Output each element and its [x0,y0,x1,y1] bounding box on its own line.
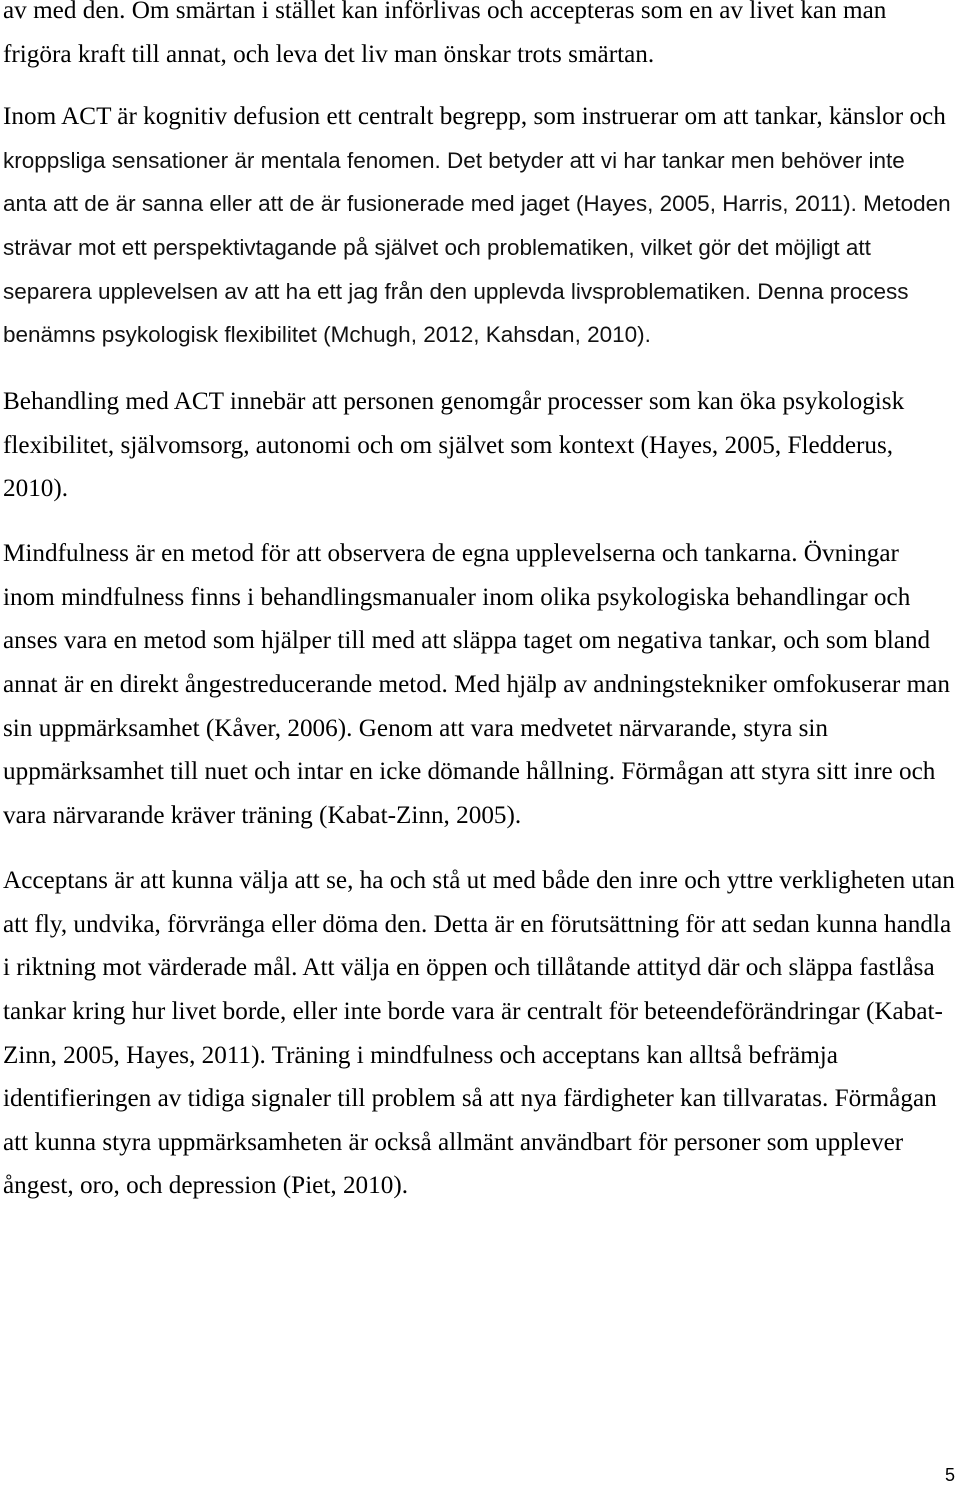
paragraph-line: tankar kring hur livet borde, eller inte borde vara är centralt för beteendeförändringar (Kabat- [3,997,943,1025]
paragraph [3,859,955,1208]
paragraph-line: ångest, oro, och depression (Piet, 2010). [3,1172,409,1200]
paragraph-line: benämns psykologisk flexibilitet (Mchugh, 2012, Kahsdan, 2010). [3,322,651,348]
paragraph [3,0,886,76]
paragraph-line: identifieringen av tidiga signaler till problem så att nya färdigheter kan tillvaratas. Förmågan [3,1085,937,1113]
paragraph-line: 2010). [3,475,69,503]
paragraph-line: annat är en direkt ångestreducerande metod. Med hjälp av andningstekniker omfokuserar man [3,670,950,698]
paragraph-line: sin uppmärksamhet (Kåver, 2006). Genom att vara medvetet närvarande, styra sin [3,714,829,742]
paragraph-line: anta att de är sanna eller att de är fusionerade med jaget (Hayes, 2005, Harris, 2011). Metoden [3,191,951,217]
paragraph-line: vara närvarande kräver träning (Kabat-Zinn, 2005). [3,801,522,829]
paragraph [3,532,950,837]
paragraph-line: anses vara en metod som hjälper till med att släppa taget om negativa tankar, och som bland [3,627,931,655]
paragraph-line: flexibilitet, självomsorg, autonomi och om självet som kontext (Hayes, 2005, Fledderus, [3,431,894,459]
paragraph-line: i riktning mot värderade mål. Att välja en öppen och tillåtande attityd där och släppa fastlåsa [3,954,935,982]
paragraph-line: separera upplevelsen av att ha ett jag från den upplevda livsproblematiken. Denna process [3,278,909,304]
page-number: 5 [944,1465,955,1485]
paragraph-line: att fly, undvika, förvränga eller döma den. Detta är en förutsättning för att sedan kunna handla [3,910,952,938]
paragraph-line: Mindfulness är en metod för att observera de egna upplevelserna och tankarna. Övningar [3,540,899,568]
paragraph-line: Acceptans är att kunna välja att se, ha och stå ut med både den inre och yttre verkligheten utan [3,867,955,895]
paragraph [3,380,904,511]
paragraph-line: frigöra kraft till annat, och leva det liv man önskar trots smärtan. [3,40,655,68]
paragraph-line: uppmärksamhet till nuet och intar en icke dömande hållning. Förmågan att styra sitt inre och [3,758,936,786]
paragraph-line: kroppsliga sensationer är mentala fenomen. Det betyder att vi har tankar men behöver inte [3,147,905,173]
paragraph-line: av med den. Om smärtan i stället kan införlivas och accepteras som en av livet kan man [3,0,887,24]
paragraph-line: Inom ACT är kognitiv defusion ett centralt begrepp, som instruerar om att tankar, känslor och [3,103,946,131]
paragraph [3,95,951,357]
paragraph-line: Zinn, 2005, Hayes, 2011). Träning i mindfulness och acceptans kan alltså befrämja [3,1041,838,1069]
paragraph-line: Behandling med ACT innebär att personen genomgår processer som kan öka psykologisk [3,388,905,416]
paragraph-line: inom mindfulness finns i behandlingsmanualer inom olika psykologiska behandlingar och [3,583,911,611]
paragraph-line: strävar mot ett perspektivtagande på självet och problematiken, vilket gör det möjligt att [3,234,871,260]
paragraph-line: att kunna styra uppmärksamheten är också allmänt användbart för personer som upplever [3,1128,904,1156]
